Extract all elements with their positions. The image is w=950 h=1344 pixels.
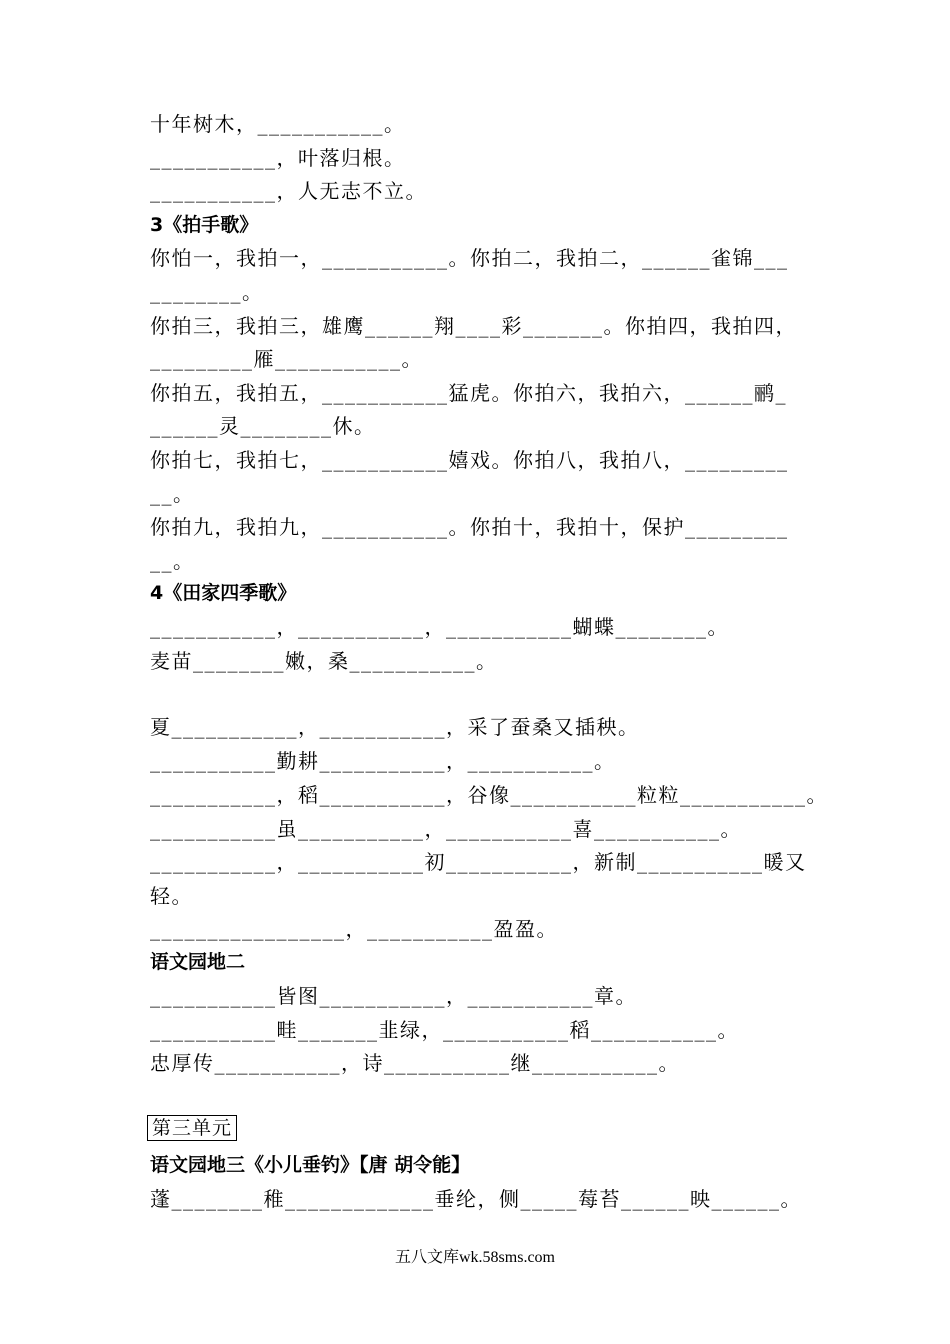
- line-2: ___________，叶落归根。: [150, 146, 406, 170]
- unit3-line: 蓬________稚_____________垂纶，侧_____莓苔______映______。: [150, 1187, 802, 1211]
- section3-line: 你拍七，我拍七，___________嬉戏。你拍八，我拍八，_________: [150, 448, 789, 472]
- section3-heading: 3《拍手歌》: [150, 214, 259, 236]
- section3-line: 你拍五，我拍五，___________猛虎。你拍六，我拍六，______鹂_: [150, 381, 787, 405]
- section4-line: ___________勤耕___________，___________。: [150, 749, 616, 773]
- section4-line: ___________，___________，___________蝴蝶________。: [150, 615, 729, 639]
- section3-line: ________。: [150, 280, 264, 304]
- section4-heading: 4《田家四季歌》: [150, 582, 297, 604]
- section3-line: __。: [150, 482, 195, 506]
- section3-line: ______灵________休。: [150, 414, 376, 438]
- line-3: ___________，人无志不立。: [150, 179, 427, 203]
- section3-line: 你怕一，我拍一，___________。你拍二，我拍二，______雀锦___: [150, 246, 789, 270]
- footer-watermark: 五八文库wk.58sms.com: [394, 1249, 555, 1266]
- garden2-line: 忠厚传___________，诗___________继___________。: [150, 1051, 680, 1075]
- unit3-heading: 语文园地三《小儿垂钓》【唐 胡令能】: [150, 1154, 471, 1176]
- section4-line: ___________，稻___________，谷像___________粒粒___________。: [150, 783, 828, 807]
- section3-line: _________雁___________。: [150, 347, 423, 371]
- section4-line: 麦苗________嫩，桑___________。: [150, 649, 498, 673]
- section4-line: _________________，___________盈盈。: [150, 917, 558, 941]
- section3-line: 你拍九，我拍九，___________。你拍十，我拍十，保护_________: [150, 515, 789, 539]
- garden2-line: ___________皆图___________，___________章。: [150, 984, 637, 1008]
- section4-line: 轻。: [150, 884, 193, 908]
- section4-line: ___________虽___________，___________喜___________。: [150, 817, 742, 841]
- section3-line: __。: [150, 549, 195, 573]
- section4-line: ___________，___________初___________，新制___________暖又: [150, 850, 807, 874]
- garden2-line: ___________畦_______韭绿，___________稻___________。: [150, 1018, 739, 1042]
- line-1: 十年树木，___________。: [150, 112, 406, 136]
- section3-line: 你拍三，我拍三，雄鹰______翔____彩_______。你拍四，我拍四，: [150, 314, 797, 338]
- section4-line: 夏___________，___________，采了蚕桑又插秧。: [150, 715, 640, 739]
- garden2-heading: 语文园地二: [150, 951, 246, 973]
- unit3-label: 第三单元: [147, 1115, 237, 1141]
